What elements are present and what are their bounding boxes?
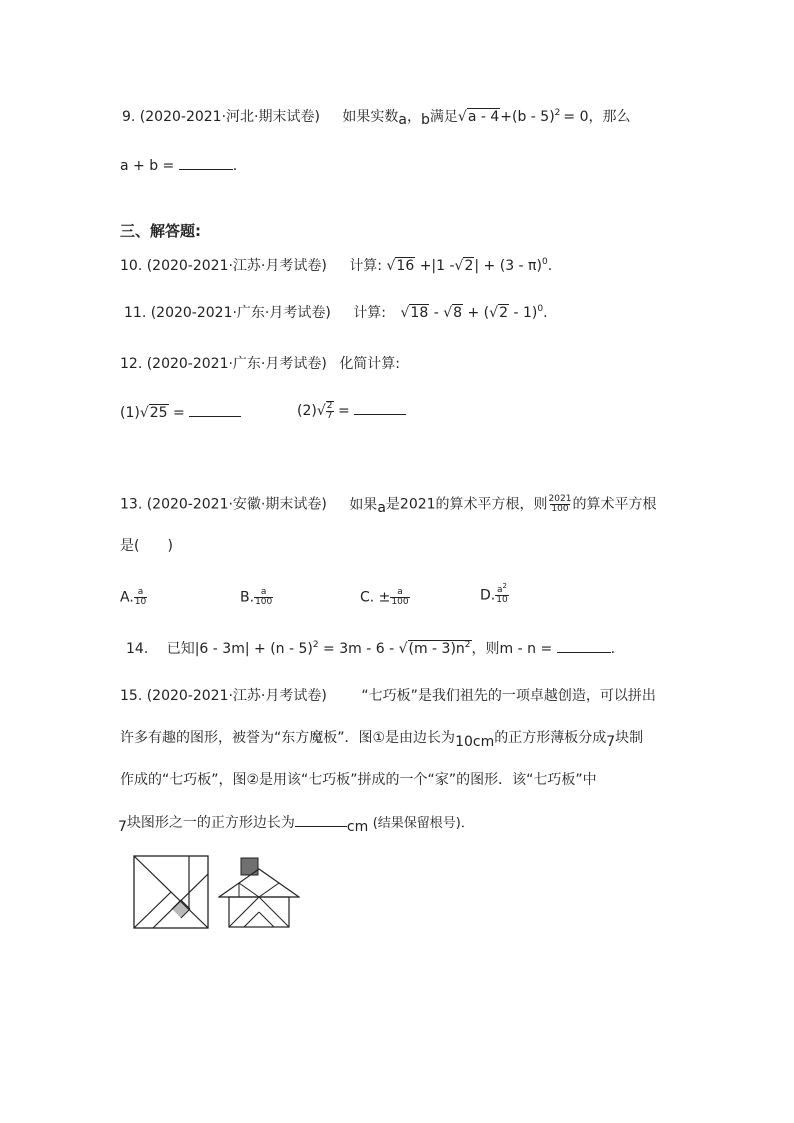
q13-option-c-den: 100 [391, 597, 409, 607]
q13-text4: 的算术平方根 [572, 496, 657, 513]
q12-p2-fraction [326, 401, 334, 421]
q14-sqrt-sign: √ [398, 641, 408, 657]
q13-option-b-den: 100 [255, 597, 273, 607]
q15-unit: cm [346, 819, 369, 835]
q9-text2: 满足 [429, 109, 458, 125]
q14-prefix: 14. [126, 641, 149, 657]
q10-label: 计算: [349, 258, 383, 274]
house-roof-inner-1 [239, 883, 259, 897]
q11-part3: - 1) [513, 305, 538, 321]
tangram-half-diagonal [134, 892, 171, 928]
q11-part2: + ( [467, 305, 490, 321]
q12-label: 化简计算: [339, 356, 401, 372]
q12-p2-sqrt-sign: √ [316, 403, 326, 419]
q15-line1: “七巧板”是我们祖先的一项卓越创造，可以拼出 [361, 688, 656, 704]
question-11 [124, 306, 548, 320]
q13-text3: 的算术平方根，则 [435, 496, 548, 513]
q13-frac-den: 100 [551, 504, 569, 514]
q15-len: 10cm [455, 734, 495, 750]
q11-radicand-2: 2 [499, 305, 508, 321]
q13-frac-num: 2021 [548, 494, 572, 504]
q9-prefix: 9. (2020-2021·河北·期末试卷) [122, 109, 320, 125]
question-13 [120, 495, 656, 514]
q9-answer-blank[interactable] [179, 157, 233, 170]
q13-option-c-num: a [397, 587, 403, 597]
q14-answer-blank[interactable] [557, 640, 611, 653]
q13-option-a-num: a [137, 587, 144, 597]
q11-prefix: 11. (2020-2021·广东·月考试卷) [124, 305, 331, 321]
q9-exponent: 2 [554, 108, 561, 118]
q11-radicand-18: 18 [410, 305, 429, 321]
q12-p1-eq: = [173, 405, 185, 421]
q12-p1-radicand: 25 [149, 405, 168, 421]
q9-line2: a + b = [120, 158, 175, 174]
q15-count2: 7 [118, 819, 127, 835]
q11-label: 计算: [353, 305, 387, 321]
question-10 [120, 259, 552, 273]
q13-option-d-label: D. [480, 587, 496, 604]
q13-var-a: a [377, 499, 386, 516]
q15-line4a: 块图形之一的正方形边长为 [126, 815, 295, 831]
question-9 [122, 108, 631, 128]
q12-p2-den: 7 [326, 411, 333, 421]
q13-option-d-num-base: a [496, 585, 503, 595]
q12-part1 [120, 404, 241, 420]
q11-radicand-8: 8 [453, 305, 463, 321]
q12-p1-sqrt-sign: √ [139, 405, 149, 421]
q15-count: 7 [606, 734, 616, 750]
q10-part1: +|1 - [419, 258, 455, 274]
q14-expr1: |6 - 3m| + (n - 5) [194, 641, 313, 657]
q13-option-a-frac [134, 588, 147, 607]
q14-expr2: = 3m - 6 - [323, 641, 395, 657]
q11-part1: - [433, 305, 439, 321]
question-9-line2 [120, 157, 237, 173]
q9-dot: . [232, 158, 238, 174]
q15-line4b: (结果保留根号)． [372, 816, 474, 831]
q9-var-b: b [421, 112, 430, 128]
q14-text1: 已知 [166, 641, 195, 657]
q10-prefix: 10. (2020-2021·江苏·月考试卷) [120, 258, 327, 274]
q13-option-b-label: B. [240, 589, 255, 606]
house-body-diag-3 [244, 912, 259, 927]
q12-p2-eq: = [337, 403, 350, 419]
q13-line2: 是( ) [120, 538, 173, 554]
q15-line4 [118, 814, 474, 835]
q12-p1-label: (1) [120, 405, 140, 421]
house-roof-inner-2 [259, 883, 279, 897]
q10-radicand-2: 2 [464, 258, 474, 274]
q9-var-a: a [398, 112, 407, 128]
q9-plus-part: +(b - 5) [500, 109, 555, 125]
q13-fraction [548, 495, 573, 514]
house-roof [219, 869, 299, 897]
q10-sqrt-sign-2: √ [454, 258, 464, 274]
q15-line3: 作成的“七巧板”，图②是用该“七巧板”拼成的一个“家”的图形．该“七巧板”中 [120, 772, 597, 788]
question-12 [120, 357, 400, 371]
q10-exponent: 0 [541, 257, 548, 267]
q9-comma: ， [407, 109, 421, 125]
q12-prefix: 12. (2020-2021·广东·月考试卷) [120, 356, 327, 372]
q13-text1: 如果 [349, 496, 378, 513]
q11-exponent: 0 [537, 304, 544, 314]
q9-tail: ，那么 [588, 109, 631, 125]
q12-p2-label: (2) [297, 403, 317, 419]
house-chimney-square [241, 858, 258, 875]
q13-option-a-label: A. [120, 589, 134, 606]
q10-end: . [547, 258, 553, 274]
q14-radicand-exp: 2 [464, 640, 471, 650]
q13-option-c[interactable] [360, 588, 410, 607]
q9-text1: 如果实数 [342, 109, 399, 125]
q13-option-a-den: 10 [134, 597, 147, 607]
tangram-house-figure [218, 855, 300, 929]
q13-option-d-num [496, 582, 508, 595]
q11-end: . [543, 305, 548, 321]
q10-part2: | + (3 - π) [474, 258, 542, 274]
q12-p2-answer-blank[interactable] [354, 402, 406, 415]
question-15 [120, 689, 656, 703]
q13-option-d[interactable] [480, 582, 509, 605]
q10-sqrt-sign: √ [386, 258, 396, 274]
q13-option-d-frac [495, 582, 508, 605]
house-body-diag-4 [259, 912, 274, 927]
q14-exp1: 2 [312, 640, 319, 650]
q15-line2 [120, 730, 644, 750]
q12-part2 [297, 401, 406, 421]
q13-option-c-label: C. ± [360, 589, 391, 606]
q15-line2b: 的正方形薄板分成 [494, 730, 607, 746]
q11-sqrt-sign: √ [400, 305, 410, 321]
section-heading: 三、解答题: [120, 222, 201, 240]
q9-eq0: = 0 [563, 109, 589, 125]
q13-option-c-frac [390, 588, 409, 607]
q13-option-a[interactable] [120, 588, 147, 607]
q11-sqrt-sign-3: √ [489, 305, 499, 321]
q13-option-b-num: a [260, 587, 267, 597]
q10-radicand-16: 16 [396, 258, 415, 274]
q9-sqrt-sign: √ [457, 109, 467, 125]
q12-p1-answer-blank[interactable] [189, 404, 241, 417]
q11-sqrt-sign-2: √ [443, 305, 453, 321]
q15-prefix: 15. (2020-2021·江苏·月考试卷) [120, 688, 327, 704]
q13-option-d-den: 10 [496, 595, 508, 605]
q15-answer-blank[interactable] [295, 814, 347, 827]
q9-radicand: a - 4 [467, 109, 500, 125]
tangram-square-figure [133, 855, 209, 929]
q13-prefix: 13. (2020-2021·安徽·期末试卷) [120, 496, 327, 513]
q14-text2: ，则 [471, 641, 500, 657]
question-14 [126, 640, 615, 656]
q13-option-b-frac [254, 588, 273, 607]
q15-line2a: 许多有趣的图形，被誉为“东方魔板”．图①是由边长为 [120, 730, 456, 746]
q13-text2: 是 [385, 496, 400, 513]
q12-p2-num: 2 [326, 401, 333, 411]
house-body-diag-1 [229, 897, 259, 927]
q13-option-d-num-exp: 2 [502, 582, 507, 590]
q15-line2c: 块制 [615, 730, 644, 746]
house-body-diag-2 [259, 897, 289, 927]
tangram-square-shaded-piece [172, 900, 190, 918]
q14-radicand-text: (m - 3)n [408, 641, 465, 657]
q14-end: . [610, 641, 616, 657]
q14-expr3: m - n = [499, 641, 553, 657]
q14-radicand [408, 640, 472, 657]
q13-option-b[interactable] [240, 588, 273, 607]
q13-num2021: 2021 [399, 496, 436, 513]
